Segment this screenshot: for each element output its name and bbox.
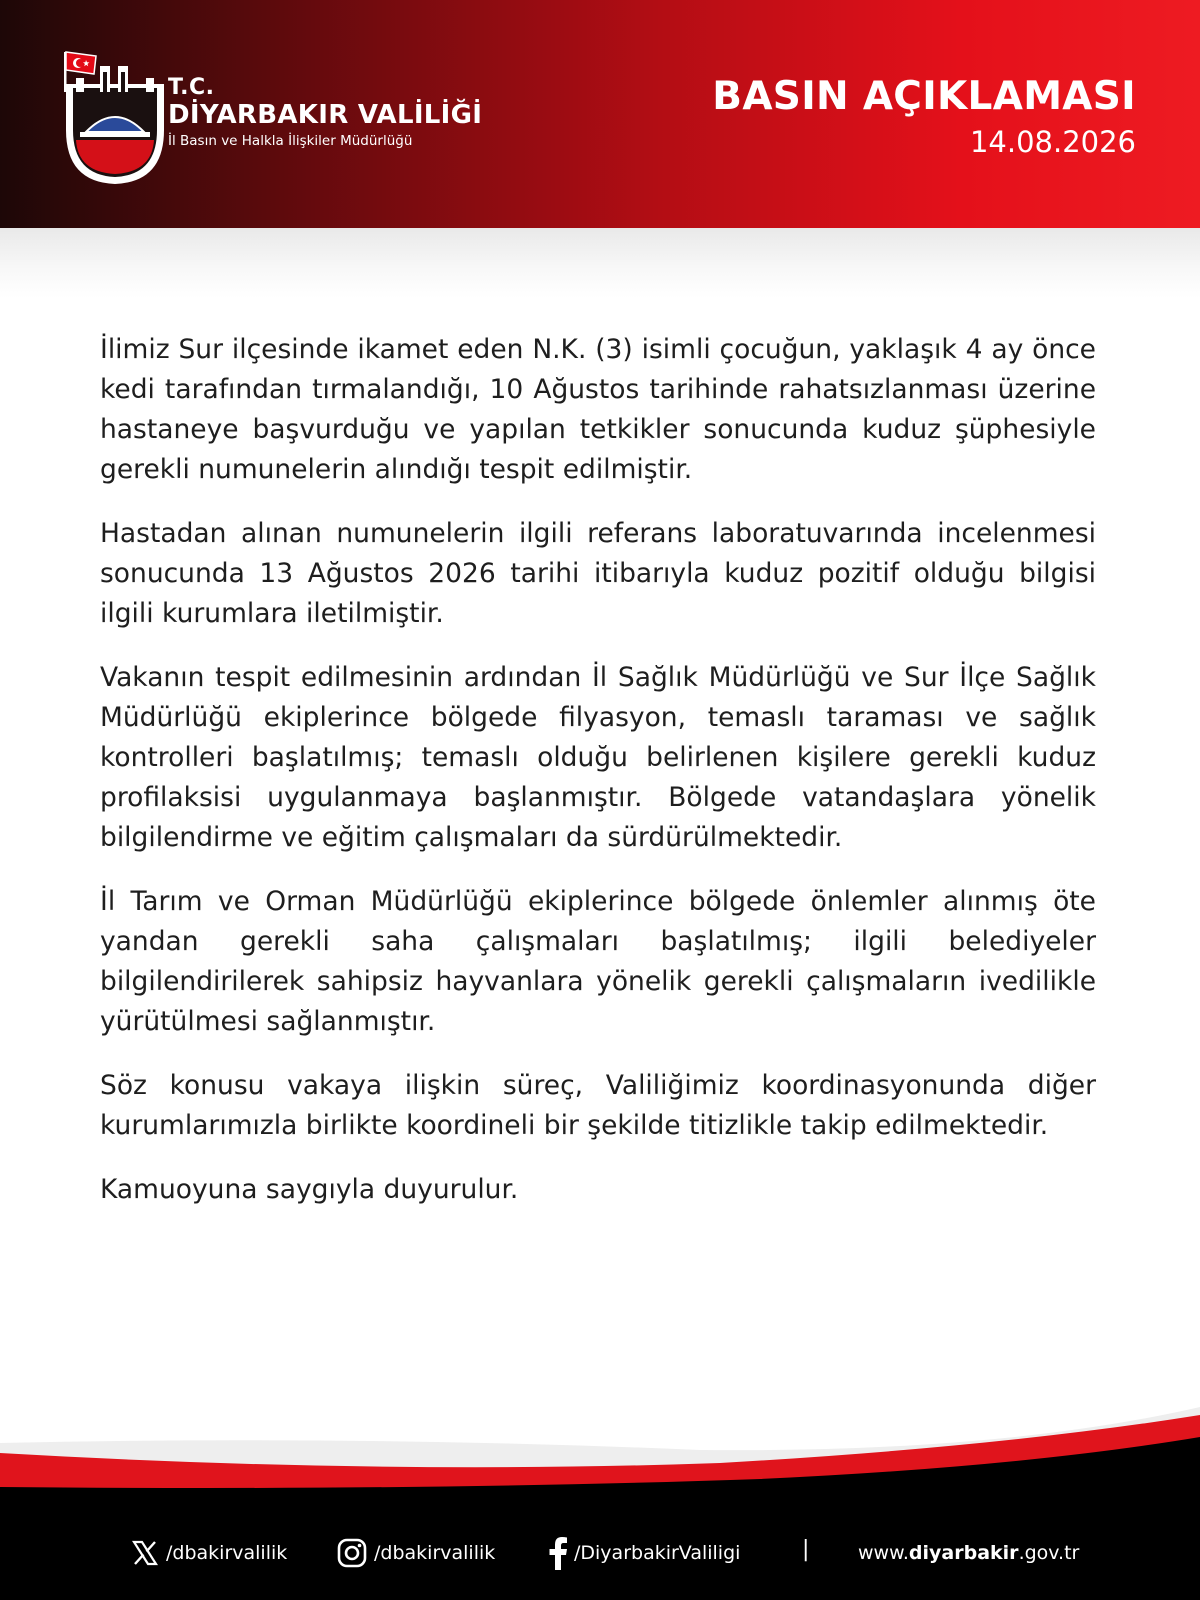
header-shadow	[0, 228, 1200, 298]
footer-separator: |	[802, 1537, 810, 1562]
instagram-icon	[336, 1537, 368, 1569]
footer-instagram-link[interactable]	[336, 1505, 495, 1600]
paragraph-closing: Kamuoyuna saygıyla duyurulur.	[100, 1174, 519, 1205]
paragraph-4: İl Tarım ve Orman Müdürlüğü ekiplerince bölgede önlemler alınmış öte yandan gerekli saha çalışmaları başlatılmış; ilgili belediyeler bilgilendirilerek sahipsiz hayvanlara yönelik gerekli çalışmaların ivedilikle yürütülmesi sağlanmıştır.	[100, 886, 1096, 1037]
footer-bar	[0, 1505, 1200, 1600]
footer-swoosh	[0, 1395, 1200, 1505]
paragraph-3: Vakanın tespit edilmesinin ardından İl Sağlık Müdürlüğü ve Sur İlçe Sağlık Müdürlüğü ekiplerince bölgede filyasyon, temaslı taraması ve sağlık kontrolleri başlatılmış; temaslı olduğu belirlenen kişilere gerekli kuduz profilaksisi uygulanmaya başlanmıştır. Bölgede vatandaşlara yönelik bilgilendirme ve eğitim çalışmaları da sürdürülmektedir.	[100, 662, 1096, 853]
website-suffix: .gov.tr	[1018, 1541, 1080, 1564]
instagram-handle: /dbakirvalilik	[374, 1541, 496, 1564]
diyarbakir-governorship-logo	[56, 44, 174, 186]
press-release-body	[100, 330, 1096, 1234]
org-tc: T.C.	[168, 75, 215, 100]
x-icon	[130, 1538, 160, 1568]
org-name: DİYARBAKIR VALİLİĞİ	[168, 100, 483, 130]
paragraph-5: Söz konusu vakaya ilişkin süreç, Valiliğimiz koordinasyonunda diğer kurumlarımızla birlikte koordineli bir şekilde titizlikle takip edilmektedir.	[100, 1070, 1096, 1141]
website-domain: diyarbakir	[908, 1541, 1019, 1564]
facebook-handle: /DiyarbakirValiligi	[574, 1541, 741, 1564]
paragraph-1: İlimiz Sur ilçesinde ikamet eden N.K. (3) isimli çocuğun, yaklaşık 4 ay önce kedi tarafından tırmalandığı, 10 Ağustos tarihinde rahatsızlanması üzerine hastaneye başvurduğu ve yapılan tetkikler sonucunda kuduz şüphesiyle gerekli numunelerin alındığı tespit edilmiştir.	[100, 334, 1096, 485]
footer-x-link[interactable]	[130, 1505, 287, 1600]
footer-facebook-link[interactable]	[548, 1505, 740, 1600]
website-prefix: www.	[858, 1541, 909, 1564]
org-block	[168, 76, 482, 150]
facebook-icon	[548, 1536, 568, 1570]
page-title: BASIN AÇIKLAMASI	[712, 74, 1136, 119]
press-date: 14.08.2026	[969, 125, 1136, 159]
org-subtitle: İl Basın ve Halkla İlişkiler Müdürlüğü	[168, 133, 413, 149]
x-handle: /dbakirvalilik	[166, 1541, 288, 1564]
paragraph-2: Hastadan alınan numunelerin ilgili referans laboratuvarında incelenmesi sonucunda 13 Ağustos 2026 tarihi itibarıyla kuduz pozitif olduğu bilgisi ilgili kurumlara iletilmiştir.	[100, 518, 1096, 629]
footer-website-link[interactable]	[858, 1505, 1079, 1600]
header-banner	[0, 0, 1200, 228]
